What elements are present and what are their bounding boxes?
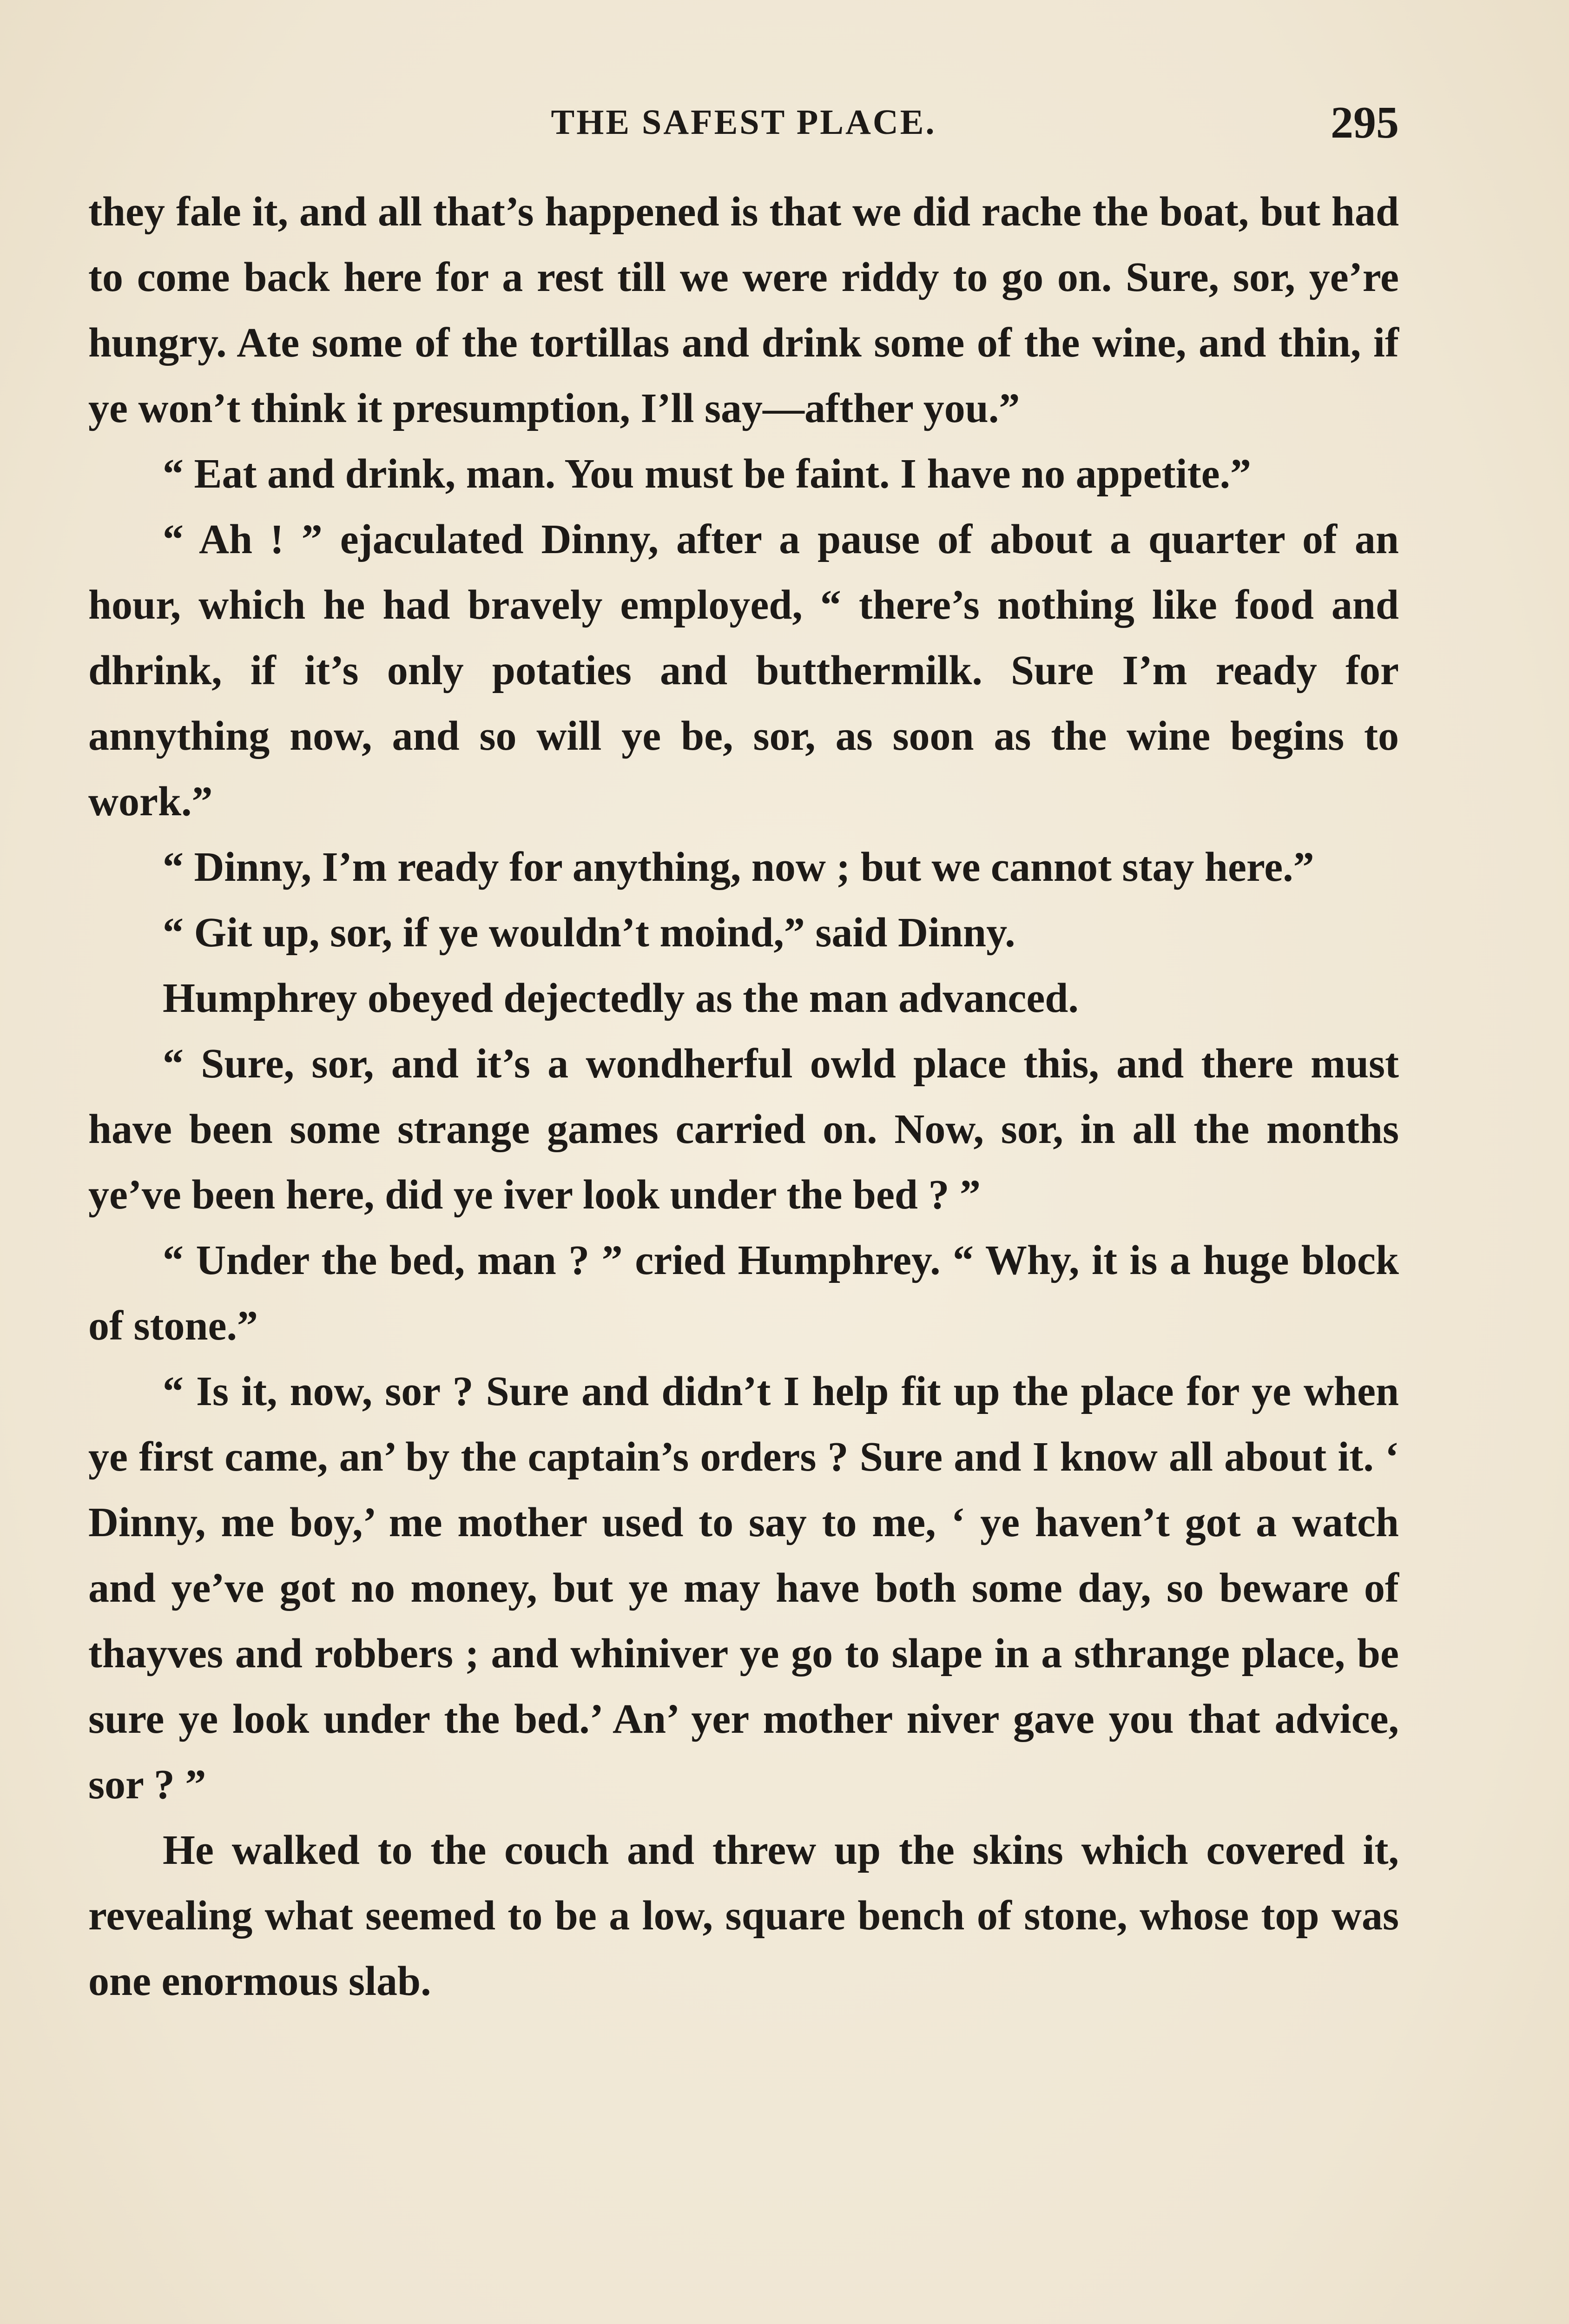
- paragraph-7: “ Sure, sor, and it’s a wondherful owld place this, and there must have been some strange games carried on. Now, sor, in all the months ye’ve been here, did ye iver look under the bed ? ”: [88, 1041, 1399, 1218]
- body-text: [88, 179, 1399, 2014]
- paragraph-10: He walked to the couch and threw up the skins which covered it, revealing what seemed to be a low, square bench of stone, whose top was one enormous slab.: [88, 1827, 1399, 2004]
- paragraph-9: “ Is it, now, sor ? Sure and didn’t I help fit up the place for ye when ye first came, an’ by the captain’s orders ? Sure and I know all about it. ‘ Dinny, me boy,’ me mother used to say to me, ‘ ye haven’t got a watch and ye’ve got no money, but ye may have both some day, so beware of thayves and robbers ; and whiniver ye go to slape in a sthrange place, be sure ye look under the bed.’ An’ yer mother niver gave you that advice, sor ? ”: [88, 1368, 1399, 1808]
- running-title: THE SAFEST PLACE.: [551, 103, 936, 142]
- running-head: [88, 98, 1399, 158]
- paragraph-4: “ Dinny, I’m ready for anything, now ; but we cannot stay here.”: [163, 844, 1314, 890]
- page-number: 295: [1331, 98, 1399, 148]
- paragraph-3: “ Ah ! ” ejaculated Dinny, after a pause of about a quarter of an hour, which he had bravely employed, “ there’s nothing like food and dhrink, if it’s only potaties and butthermilk. Sure I’m ready for annything now, and so will ye be, sor, as soon as the wine begins to work.”: [88, 516, 1399, 825]
- paragraph-8: “ Under the bed, man ? ” cried Humphrey. “ Why, it is a huge block of stone.”: [88, 1237, 1399, 1349]
- paragraph-6: Humphrey obeyed dejectedly as the man advanced.: [163, 975, 1079, 1021]
- paragraph-2: “ Eat and drink, man. You must be faint. I have no appetite.”: [163, 451, 1252, 497]
- paragraph-1: they fale it, and all that’s happened is that we did rache the boat, but had to come back here for a rest till we were riddy to go on. Sure, sor, ye’re hungry. Ate some of the tortillas and drink some of the wine, and thin, if ye won’t think it presumption, I’ll say—afther you.”: [88, 189, 1399, 431]
- paragraph-5: “ Git up, sor, if ye wouldn’t moind,” said Dinny.: [163, 910, 1015, 956]
